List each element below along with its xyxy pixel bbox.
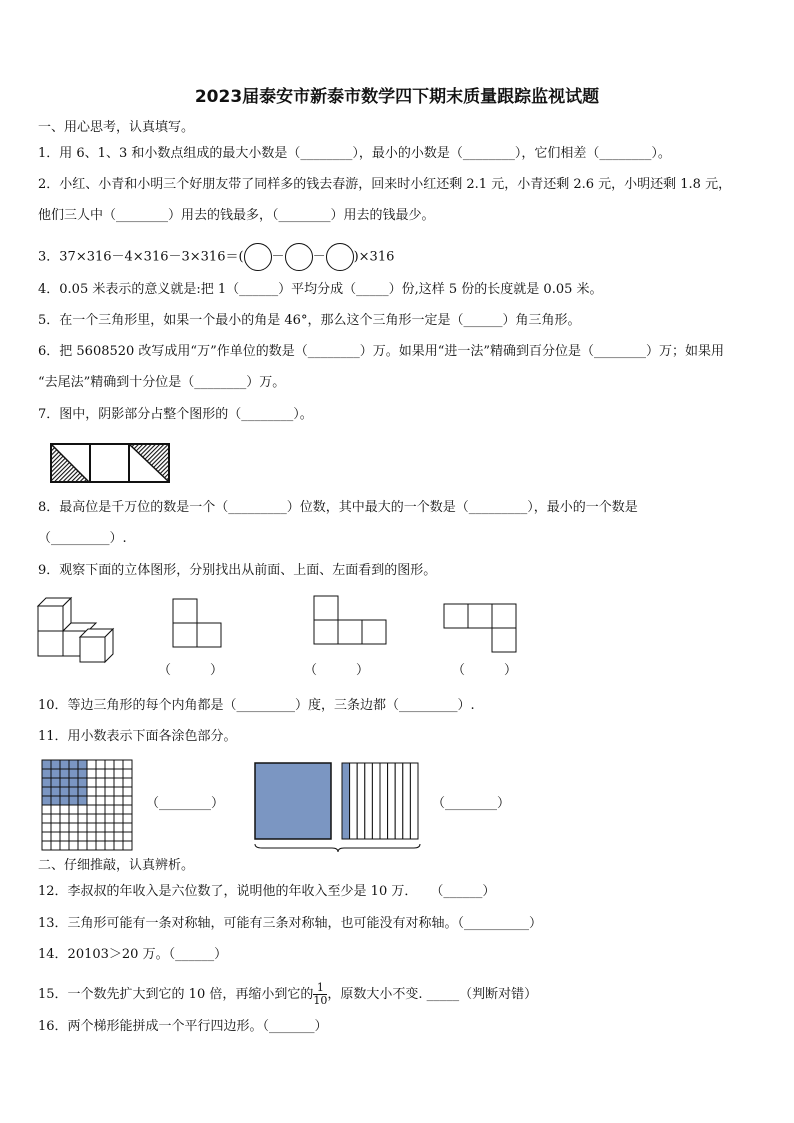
grid-cell xyxy=(96,760,105,769)
question-2-line-1: 2．小红、小青和小明三个好朋友带了同样多的钱去春游，回来时小红还剩 2.1 元，小青还剩 2.6 元，小明还剩 1.8 元， xyxy=(38,177,732,192)
question-12: 12．李叔叔的年收入是六位数了，说明他的年收入至少是 10 万． （______） xyxy=(38,884,496,899)
strip xyxy=(372,763,380,839)
grid-cell xyxy=(123,832,132,841)
strip xyxy=(357,763,365,839)
shaded-cell xyxy=(51,760,60,769)
grid-cell xyxy=(78,841,87,850)
strip xyxy=(380,763,388,839)
section-2-heading: 二、仔细推敲，认真辨析。 xyxy=(38,858,195,873)
question-9-view-c xyxy=(443,603,521,655)
grid-cell xyxy=(87,823,96,832)
shaded-cell xyxy=(42,769,51,778)
shaded-cell xyxy=(51,796,60,805)
grid-cell xyxy=(114,769,123,778)
grid-cell xyxy=(69,805,78,814)
grid-cell xyxy=(87,787,96,796)
question-9-answer-a: （ ） xyxy=(158,663,224,678)
grid-cell xyxy=(123,778,132,787)
shaded-cell xyxy=(78,796,87,805)
grid-cell xyxy=(69,814,78,823)
grid-cell xyxy=(60,841,69,850)
minus-sign-1: － xyxy=(271,249,285,265)
strip xyxy=(365,763,373,839)
question-7: 7．图中，阴影部分占整个图形的（________）。 xyxy=(38,407,313,422)
shaded-cell xyxy=(78,778,87,787)
grid-cell xyxy=(105,778,114,787)
grid-cell xyxy=(78,823,87,832)
shaded-cell xyxy=(42,778,51,787)
grid-cell xyxy=(87,841,96,850)
answer-circle-1 xyxy=(244,243,272,271)
question-7-figure xyxy=(50,443,170,483)
question-2-line-2: 他们三人中（________）用去的钱最多，（________）用去的钱最少。 xyxy=(38,208,435,223)
grid-cell xyxy=(87,769,96,778)
question-14: 14．20103＞20 万。（______） xyxy=(38,947,228,962)
shaded-cell xyxy=(60,787,69,796)
grid-cell xyxy=(96,832,105,841)
grid-cell xyxy=(114,760,123,769)
question-8-line-1: 8．最高位是千万位的数是一个（_________）位数，其中最大的一个数是（_________），最小的一个数是 xyxy=(38,500,638,515)
question-4: 4．0.05 米表示的意义就是:把 1（______）平均分成（_____）份,这样 5 份的长度就是 0.05 米。 xyxy=(38,282,603,297)
grid-cell xyxy=(105,823,114,832)
question-15-part-2: ，原数大小不变. _____（判断对错） xyxy=(327,987,538,1002)
grid-cell xyxy=(60,832,69,841)
grid-cell xyxy=(96,814,105,823)
question-16: 16．两个梯形能拼成一个平行四边形。（_______） xyxy=(38,1019,328,1034)
grid-cell xyxy=(123,805,132,814)
grid-cell xyxy=(114,832,123,841)
question-6-line-1: 6．把 5608520 改写成用“万”作单位的数是（________）万。如果用“进一法”精确到百分位是（________）万；如果用 xyxy=(38,344,725,359)
grid-cell xyxy=(123,769,132,778)
grid-cell xyxy=(114,841,123,850)
question-15-part-1: 15．一个数先扩大到它的 10 倍，再缩小到它的 xyxy=(38,987,314,1002)
grid-cell xyxy=(69,832,78,841)
question-9-view-a xyxy=(172,598,224,650)
brace xyxy=(255,844,420,852)
grid-cell xyxy=(69,823,78,832)
shaded-cell xyxy=(42,760,51,769)
grid-cell xyxy=(105,796,114,805)
question-9-solid-figure xyxy=(36,596,126,666)
shaded-cell xyxy=(69,769,78,778)
grid-cell xyxy=(60,823,69,832)
strip xyxy=(350,763,358,839)
minus-sign-2: － xyxy=(312,249,326,265)
page-title: 2023届泰安市新泰市数学四下期末质量跟踪监视试题 xyxy=(194,87,600,107)
grid-cell xyxy=(87,805,96,814)
grid-cell xyxy=(51,805,60,814)
question-11-hundred-grid xyxy=(40,758,134,852)
shaded-cell xyxy=(60,760,69,769)
grid-cell xyxy=(114,778,123,787)
grid-cell xyxy=(51,841,60,850)
shaded-cell xyxy=(60,769,69,778)
grid-cell xyxy=(78,805,87,814)
grid-cell xyxy=(42,832,51,841)
grid-cell xyxy=(96,823,105,832)
question-11-answer-2: （________） xyxy=(432,796,511,811)
question-13: 13．三角形可能有一条对称轴，可能有三条对称轴，也可能没有对称轴。（__________） xyxy=(38,916,543,931)
shaded-cell xyxy=(42,787,51,796)
grid-cell xyxy=(123,823,132,832)
grid-cell xyxy=(51,814,60,823)
grid-cell xyxy=(105,832,114,841)
strip xyxy=(403,763,411,839)
grid-cell xyxy=(51,832,60,841)
grid-cell xyxy=(60,805,69,814)
grid-cell xyxy=(87,814,96,823)
shaded-cell xyxy=(60,796,69,805)
answer-circle-2 xyxy=(285,243,313,271)
question-3-tail: )×316 xyxy=(353,249,395,265)
question-15 xyxy=(38,982,537,1007)
grid-cell xyxy=(96,796,105,805)
grid-cell xyxy=(114,823,123,832)
grid-cell xyxy=(42,814,51,823)
grid-cell xyxy=(42,841,51,850)
grid-cell xyxy=(123,796,132,805)
grid-cell xyxy=(42,805,51,814)
grid-cell xyxy=(105,760,114,769)
question-8-line-2: （_________）. xyxy=(38,531,127,546)
grid-cell xyxy=(96,841,105,850)
grid-cell xyxy=(96,778,105,787)
answer-circle-3 xyxy=(326,243,354,271)
strip xyxy=(395,763,403,839)
shaded-cell xyxy=(51,769,60,778)
grid-cell xyxy=(123,787,132,796)
question-9: 9．观察下面的立体图形，分别找出从前面、上面、左面看到的图形。 xyxy=(38,563,437,578)
shaded-full-square xyxy=(255,763,331,839)
grid-cell xyxy=(60,814,69,823)
grid-cell xyxy=(96,805,105,814)
section-1-heading: 一、用心思考，认真填写。 xyxy=(38,120,195,135)
shaded-cell xyxy=(51,778,60,787)
grid-cell xyxy=(114,787,123,796)
grid-cell xyxy=(51,823,60,832)
shaded-cell xyxy=(69,787,78,796)
grid-cell xyxy=(123,814,132,823)
shaded-cell xyxy=(42,796,51,805)
grid-cell xyxy=(105,841,114,850)
shaded-cell xyxy=(60,778,69,787)
question-3-expression: 3．37×316－4×316－3×316＝( xyxy=(38,249,244,265)
grid-cell xyxy=(87,832,96,841)
grid-cell xyxy=(78,814,87,823)
grid-cell xyxy=(114,796,123,805)
question-10: 10．等边三角形的每个内角都是（_________）度，三条边都（_________）. xyxy=(38,698,475,713)
grid-cell xyxy=(105,769,114,778)
grid-cell xyxy=(123,841,132,850)
shaded-cell xyxy=(69,796,78,805)
grid-cell xyxy=(114,814,123,823)
grid-cell xyxy=(78,832,87,841)
shaded-strip xyxy=(342,763,350,839)
shaded-cell xyxy=(78,760,87,769)
question-6-line-2: “去尾法”精确到十分位是（________）万。 xyxy=(38,375,286,390)
grid-cell xyxy=(69,841,78,850)
question-5: 5．在一个三角形里，如果一个最小的角是 46°，那么这个三角形一定是（______）角三角形。 xyxy=(38,313,581,328)
question-9-view-b xyxy=(313,595,389,647)
fraction-denominator: 10 xyxy=(313,994,328,1007)
question-1: 1．用 6、1、3 和小数点组成的最大小数是（________），最小的小数是（________），它们相差（________）。 xyxy=(38,146,671,161)
shaded-cell xyxy=(51,787,60,796)
grid-cell xyxy=(105,805,114,814)
grid-cell xyxy=(42,823,51,832)
grid-cell xyxy=(87,778,96,787)
question-9-answer-b: （ ） xyxy=(304,663,370,678)
grid-cell xyxy=(105,814,114,823)
grid-cell xyxy=(96,769,105,778)
strip xyxy=(410,763,418,839)
question-9-answer-c: （ ） xyxy=(452,663,518,678)
fraction-one-tenth xyxy=(313,982,327,1007)
grid-cell xyxy=(87,760,96,769)
grid-cell xyxy=(123,760,132,769)
grid-cell xyxy=(96,787,105,796)
question-11: 11．用小数表示下面各涂色部分。 xyxy=(38,729,237,744)
grid-cell xyxy=(105,787,114,796)
shaded-cell xyxy=(69,760,78,769)
grid-cell xyxy=(87,796,96,805)
shaded-cell xyxy=(69,778,78,787)
question-11-answer-1: （________） xyxy=(146,796,225,811)
fraction-numerator: 1 xyxy=(313,982,327,995)
question-3 xyxy=(38,243,394,271)
strip xyxy=(388,763,396,839)
shaded-cell xyxy=(78,769,87,778)
shaded-cell xyxy=(78,787,87,796)
question-11-two-squares xyxy=(252,760,424,852)
grid-cell xyxy=(114,805,123,814)
